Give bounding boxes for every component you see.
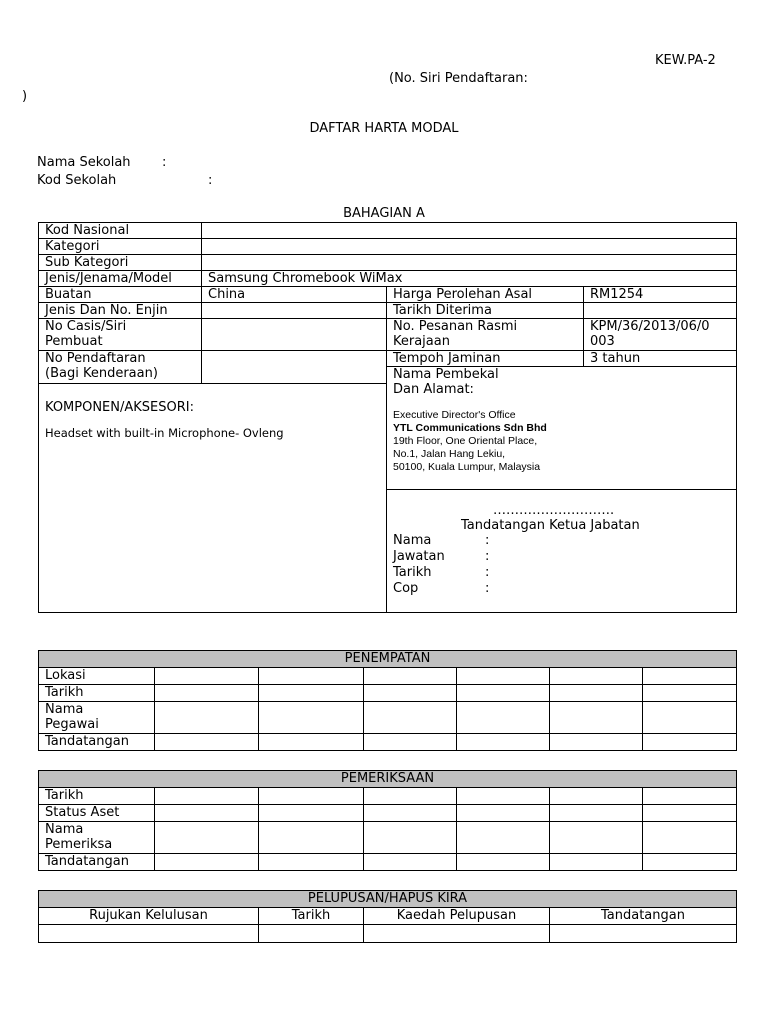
pesanan-value: KPM/36/2013/06/0 003 xyxy=(584,319,737,351)
harga-label: Harga Perolehan Asal xyxy=(387,287,584,303)
tarikh-diterima-value xyxy=(584,303,737,319)
pendaftaran-value xyxy=(202,351,387,384)
pembekal-label-2: Dan Alamat: xyxy=(393,382,474,397)
sub-kategori-value xyxy=(202,255,737,271)
supplier-address-1: 19th Floor, One Oriental Place, xyxy=(393,435,538,447)
komponen-label: KOMPONEN/AKSESORI: xyxy=(45,400,194,415)
cop-label: Cop xyxy=(393,581,419,596)
serial-number-close: ) xyxy=(22,89,28,104)
jawatan-colon: : xyxy=(485,549,490,564)
casis-value xyxy=(202,319,387,351)
tarikh-diterima-label: Tarikh Diterima xyxy=(387,303,584,319)
cop-colon: : xyxy=(485,581,490,596)
kod-nasional-value xyxy=(202,223,737,239)
signature-label: Tandatangan Ketua Jabatan xyxy=(461,518,640,533)
buatan-label: Buatan xyxy=(39,287,202,303)
col-kaedah-pelupusan: Kaedah Pelupusan xyxy=(364,908,550,925)
pesanan-label: No. Pesanan Rasmi Kerajaan xyxy=(387,319,584,351)
jenis-value: Samsung Chromebook WiMax xyxy=(202,271,737,287)
sub-kategori-label: Sub Kategori xyxy=(39,255,202,271)
pemeriksaan-nama-pemeriksa: Nama Pemeriksa xyxy=(39,822,155,854)
supplier-address-3: 50100, Kuala Lumpur, Malaysia xyxy=(393,461,541,473)
pendaftaran-label: No Pendaftaran (Bagi Kenderaan) xyxy=(39,351,202,384)
school-name-colon: : xyxy=(162,155,167,170)
supplier-address-2: No.1, Jalan Hang Lekiu, xyxy=(393,448,506,460)
penempatan-tarikh: Tarikh xyxy=(39,685,155,702)
school-code-label: Kod Sekolah xyxy=(37,173,117,188)
form-code: KEW.PA-2 xyxy=(655,53,716,68)
supplier-office: Executive Director's Office xyxy=(393,409,516,421)
pemeriksaan-status-aset: Status Aset xyxy=(39,805,155,822)
jenis-label: Jenis/Jenama/Model xyxy=(39,271,202,287)
nama-label: Nama xyxy=(393,533,432,548)
harga-value: RM1254 xyxy=(584,287,737,303)
section-a-table xyxy=(38,222,737,613)
jawatan-label: Jawatan xyxy=(393,549,445,564)
pemeriksaan-tandatangan: Tandatangan xyxy=(39,854,155,871)
komponen-value: Headset with built-in Microphone- Ovleng xyxy=(45,426,284,440)
penempatan-nama-pegawai: Nama Pegawai xyxy=(39,702,155,734)
pemeriksaan-title: PEMERIKSAAN xyxy=(39,771,737,788)
col-tarikh: Tarikh xyxy=(259,908,364,925)
signature-dots: ………………………. xyxy=(493,503,615,518)
col-tandatangan: Tandatangan xyxy=(550,908,737,925)
penempatan-tandatangan: Tandatangan xyxy=(39,734,155,751)
nama-colon: : xyxy=(485,533,490,548)
pemeriksaan-tarikh: Tarikh xyxy=(39,788,155,805)
pelupusan-table xyxy=(38,890,737,943)
pembekal-cell xyxy=(387,367,737,490)
supplier-company: YTL Communications Sdn Bhd xyxy=(393,422,547,434)
pembekal-label: Nama Pembekal xyxy=(393,367,499,382)
signature-cell xyxy=(387,490,737,613)
pemeriksaan-table xyxy=(38,770,737,871)
jaminan-label: Tempoh Jaminan xyxy=(387,351,584,367)
kategori-value xyxy=(202,239,737,255)
kategori-label: Kategori xyxy=(39,239,202,255)
school-code-colon: : xyxy=(208,173,213,188)
enjin-label: Jenis Dan No. Enjin xyxy=(39,303,202,319)
enjin-value xyxy=(202,303,387,319)
tarikh-label: Tarikh xyxy=(393,565,432,580)
penempatan-lokasi: Lokasi xyxy=(39,668,155,685)
serial-number-label: (No. Siri Pendaftaran: xyxy=(389,71,528,86)
buatan-value: China xyxy=(202,287,387,303)
penempatan-table xyxy=(38,650,737,751)
col-rujukan-kelulusan: Rujukan Kelulusan xyxy=(39,908,259,925)
penempatan-title: PENEMPATAN xyxy=(39,651,737,668)
kod-nasional-label: Kod Nasional xyxy=(39,223,202,239)
page-title: DAFTAR HARTA MODAL xyxy=(309,121,459,136)
tarikh-colon: : xyxy=(485,565,490,580)
pelupusan-title: PELUPUSAN/HAPUS KIRA xyxy=(39,891,737,908)
casis-label: No Casis/Siri Pembuat xyxy=(39,319,202,351)
section-a-title: BAHAGIAN A xyxy=(343,206,425,221)
jaminan-value: 3 tahun xyxy=(584,351,737,367)
school-name-label: Nama Sekolah xyxy=(37,155,131,170)
komponen-cell xyxy=(39,384,387,613)
